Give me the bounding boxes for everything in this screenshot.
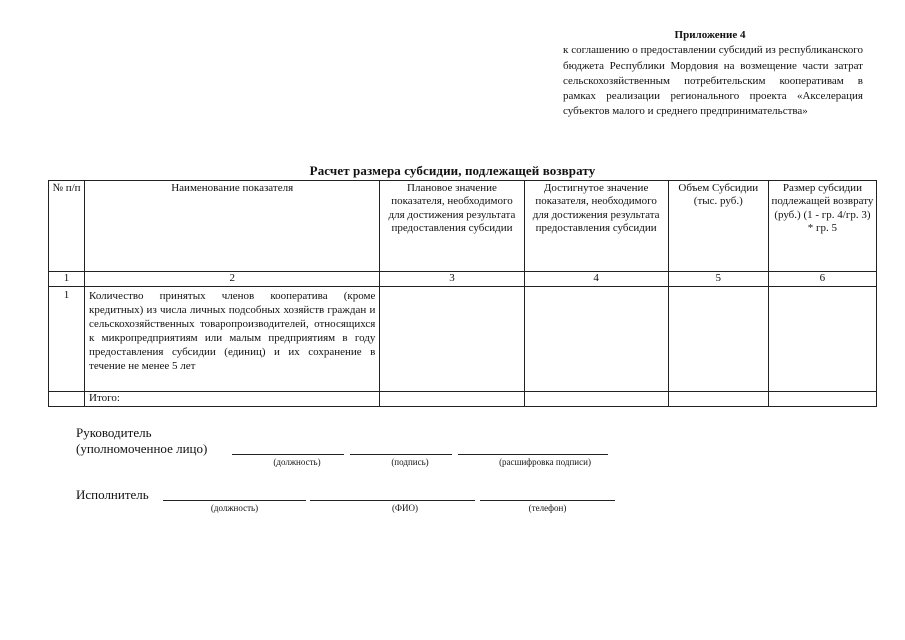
achieved-value-cell[interactable] xyxy=(524,287,668,392)
executor-phone-line[interactable] xyxy=(480,500,615,501)
executor-name-caption: (ФИО) xyxy=(391,503,419,513)
column-number: 2 xyxy=(85,272,380,287)
header-cell: Плановое значение показателя, необходимого для достижения результата предоставления субсидии xyxy=(380,181,524,272)
column-number: 3 xyxy=(380,272,524,287)
refund-amount-cell[interactable] xyxy=(768,287,876,392)
column-number: 6 xyxy=(768,272,876,287)
column-number: 5 xyxy=(668,272,768,287)
plan-value-cell[interactable] xyxy=(380,287,524,392)
indicator-name: Количество принятых членов кооператива (кроме кредитных) из числа личных подсобных хозяйств граждан и сельскохозяйственных товаропроизводителей, относящихся к микропредприятиям или малым предприятиям в году предоставления субсидии (единиц) и их сохранение в течение не менее 5 лет xyxy=(85,287,380,392)
head-name-caption: (расшифровка подписи) xyxy=(499,457,591,467)
subsidy-refund-table xyxy=(48,180,877,407)
total-plan-cell[interactable] xyxy=(380,392,524,407)
column-number: 1 xyxy=(49,272,85,287)
appendix-block xyxy=(563,28,863,120)
header-cell: Размер субсидии подлежащей возврату (руб.) (1 - гр. 4/гр. 3) * гр. 5 xyxy=(768,181,876,272)
head-signature-line[interactable] xyxy=(350,454,452,455)
executor-label: Исполнитель xyxy=(76,487,149,502)
header-cell: Объем Субсидии (тыс. руб.) xyxy=(668,181,768,272)
total-row xyxy=(49,392,877,407)
column-number-row xyxy=(49,272,877,287)
total-refund-cell[interactable] xyxy=(768,392,876,407)
table-row xyxy=(49,287,877,392)
table-header-row xyxy=(49,181,877,272)
document-title: Расчет размера субсидии, подлежащей возврату xyxy=(309,163,596,178)
total-empty-cell xyxy=(49,392,85,407)
column-number: 4 xyxy=(524,272,668,287)
appendix-text: к соглашению о предоставлении субсидий из республиканского бюджета Республики Мордовия на возмещение части затрат сельскохозяйственным потребительским кооперативам в рамках реализации регионального проекта «Акселерация субъектов малого и среднего предпринимательства» xyxy=(563,44,863,118)
executor-name-line[interactable] xyxy=(310,500,475,501)
head-position-caption: (должность) xyxy=(273,457,321,467)
executor-position-caption: (должность) xyxy=(210,503,259,513)
head-label-line2: (уполномоченное лицо) xyxy=(76,441,208,456)
head-signature-caption: (подпись) xyxy=(391,457,429,467)
total-label: Итого: xyxy=(85,392,380,407)
head-position-line[interactable] xyxy=(232,454,344,455)
header-cell: Достигнутое значение показателя, необходимого для достижения результата предоставления субсидии xyxy=(524,181,668,272)
header-cell: № п/п xyxy=(49,181,85,272)
head-name-line[interactable] xyxy=(458,454,608,455)
executor-position-line[interactable] xyxy=(163,500,306,501)
executor-phone-caption: (телефон) xyxy=(528,503,567,513)
header-cell: Наименование показателя xyxy=(85,181,380,272)
total-volume-cell[interactable] xyxy=(668,392,768,407)
subsidy-volume-cell[interactable] xyxy=(668,287,768,392)
head-label-line1: Руководитель xyxy=(76,425,152,440)
appendix-title: Приложение 4 xyxy=(674,29,746,41)
total-achieved-cell[interactable] xyxy=(524,392,668,407)
row-number: 1 xyxy=(49,287,85,392)
